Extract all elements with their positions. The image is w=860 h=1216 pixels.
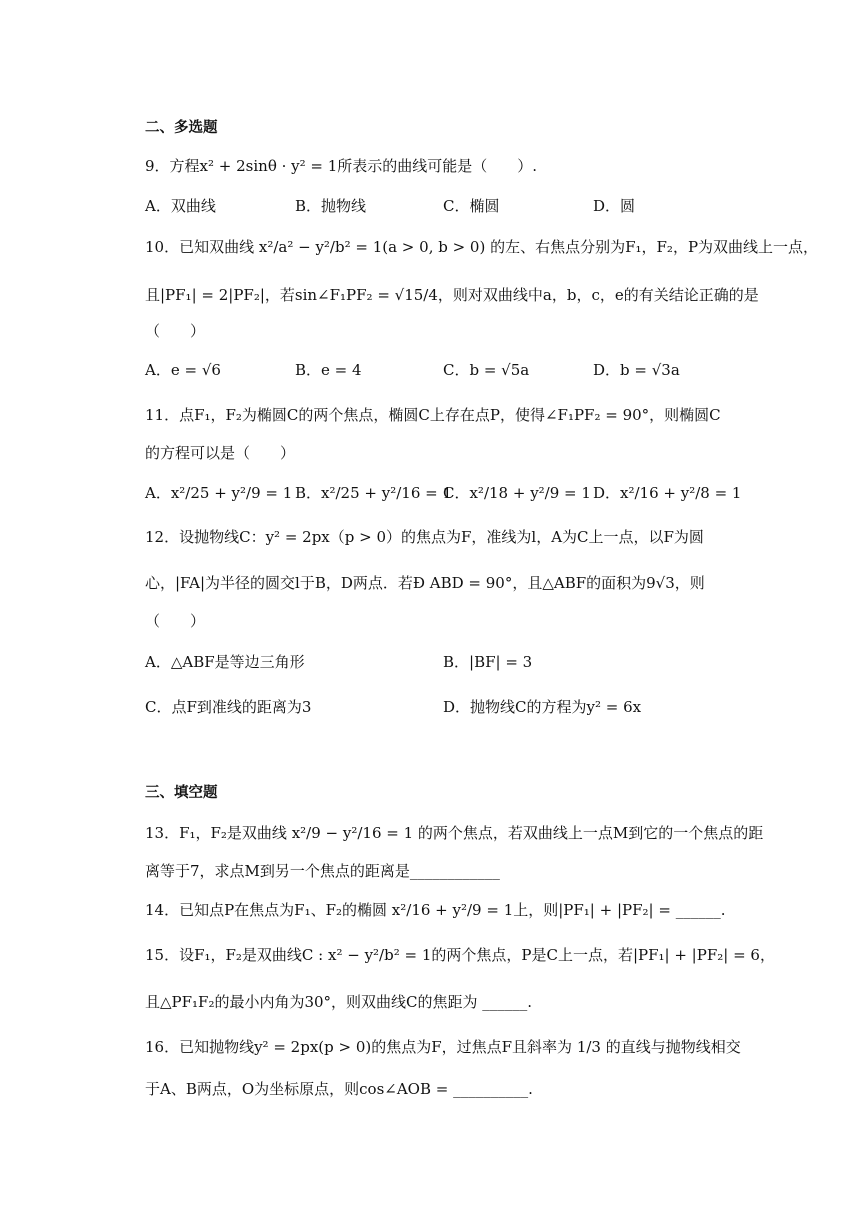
section-title-multi-choice: 二、多选题 [145,120,218,136]
question-11-line2: 的方程可以是（ ） [145,444,296,462]
q11-option-a: A．x²/25 + y²/9 = 1 [145,484,293,502]
q10-option-b: B．e = 4 [295,361,362,379]
question-13-line1: 13．F₁，F₂是双曲线 x²/9 − y²/16 = 1 的两个焦点，若双曲线上一点M到它的一个焦点的距 [145,824,764,842]
q9-option-c: C．椭圆 [443,197,500,215]
q9-option-b: B．抛物线 [295,197,367,215]
question-9: 9．方程x² + 2sinθ · y² = 1所表示的曲线可能是（ ）. [145,157,538,175]
q12-option-c: C．点F到准线的距离为3 [145,698,312,716]
question-15-line1: 15．设F₁，F₂是双曲线C : x² − y²/b² = 1的两个焦点，P是C上一点，若|PF₁| + |PF₂| = 6， [145,946,775,964]
q9-option-a: A．双曲线 [145,197,216,215]
section-title-fill-in: 三、填空题 [145,785,218,801]
q9-option-d: D．圆 [593,197,636,215]
q10-option-c: C．b = √5a [443,361,530,379]
question-16-line2: 于A、B两点，O为坐标原点，则cos∠AOB = __________. [145,1080,533,1098]
question-12-line2: 心，|FA|为半径的圆交l于B，D两点．若Ð ABD = 90°，且△ABF的面积为9√3，则 [145,574,705,592]
question-12-line3: （ ） [145,612,206,630]
question-12-line1: 12．设抛物线C：y² = 2px（p > 0）的焦点为F，准线为l，A为C上一点，以F为圆 [145,528,704,546]
question-14-line1: 14．已知点P在焦点为F₁、F₂的椭圆 x²/16 + y²/9 = 1上，则|PF₁| + |PF₂| = ______. [145,901,726,919]
question-16-line1: 16．已知抛物线y² = 2px(p > 0)的焦点为F，过焦点F且斜率为 1/3 的直线与抛物线相交 [145,1038,741,1056]
question-10-line1: 10．已知双曲线 x²/a² − y²/b² = 1(a > 0, b > 0) 的左、右焦点分别为F₁，F₂，P为双曲线上一点， [145,238,819,256]
q11-option-b: B．x²/25 + y²/16 = 1 [295,484,453,502]
q10-option-d: D．b = √3a [593,361,680,379]
question-15-line2: 且△PF₁F₂的最小内角为30°，则双曲线C的焦距为 ______. [145,993,533,1011]
question-11-line1: 11．点F₁，F₂为椭圆C的两个焦点，椭圆C上存在点P，使得∠F₁PF₂ = 90°，则椭圆C [145,406,721,424]
q11-option-c: C．x²/18 + y²/9 = 1 [443,484,591,502]
question-13-line2: 离等于7，求点M到另一个焦点的距离是____________ [145,862,500,880]
q10-option-a: A．e = √6 [145,361,221,379]
question-10-line2: 且|PF₁| = 2|PF₂|，若sin∠F₁PF₂ = √15/4，则对双曲线中a，b，c，e的有关结论正确的是 [145,286,759,304]
question-10-line3: （ ） [145,322,206,340]
q11-option-d: D．x²/16 + y²/8 = 1 [593,484,742,502]
q12-option-b: B．|BF| = 3 [443,653,533,671]
q12-option-a: A．△ABF是等边三角形 [145,653,305,671]
q12-option-d: D．抛物线C的方程为y² = 6x [443,698,642,716]
